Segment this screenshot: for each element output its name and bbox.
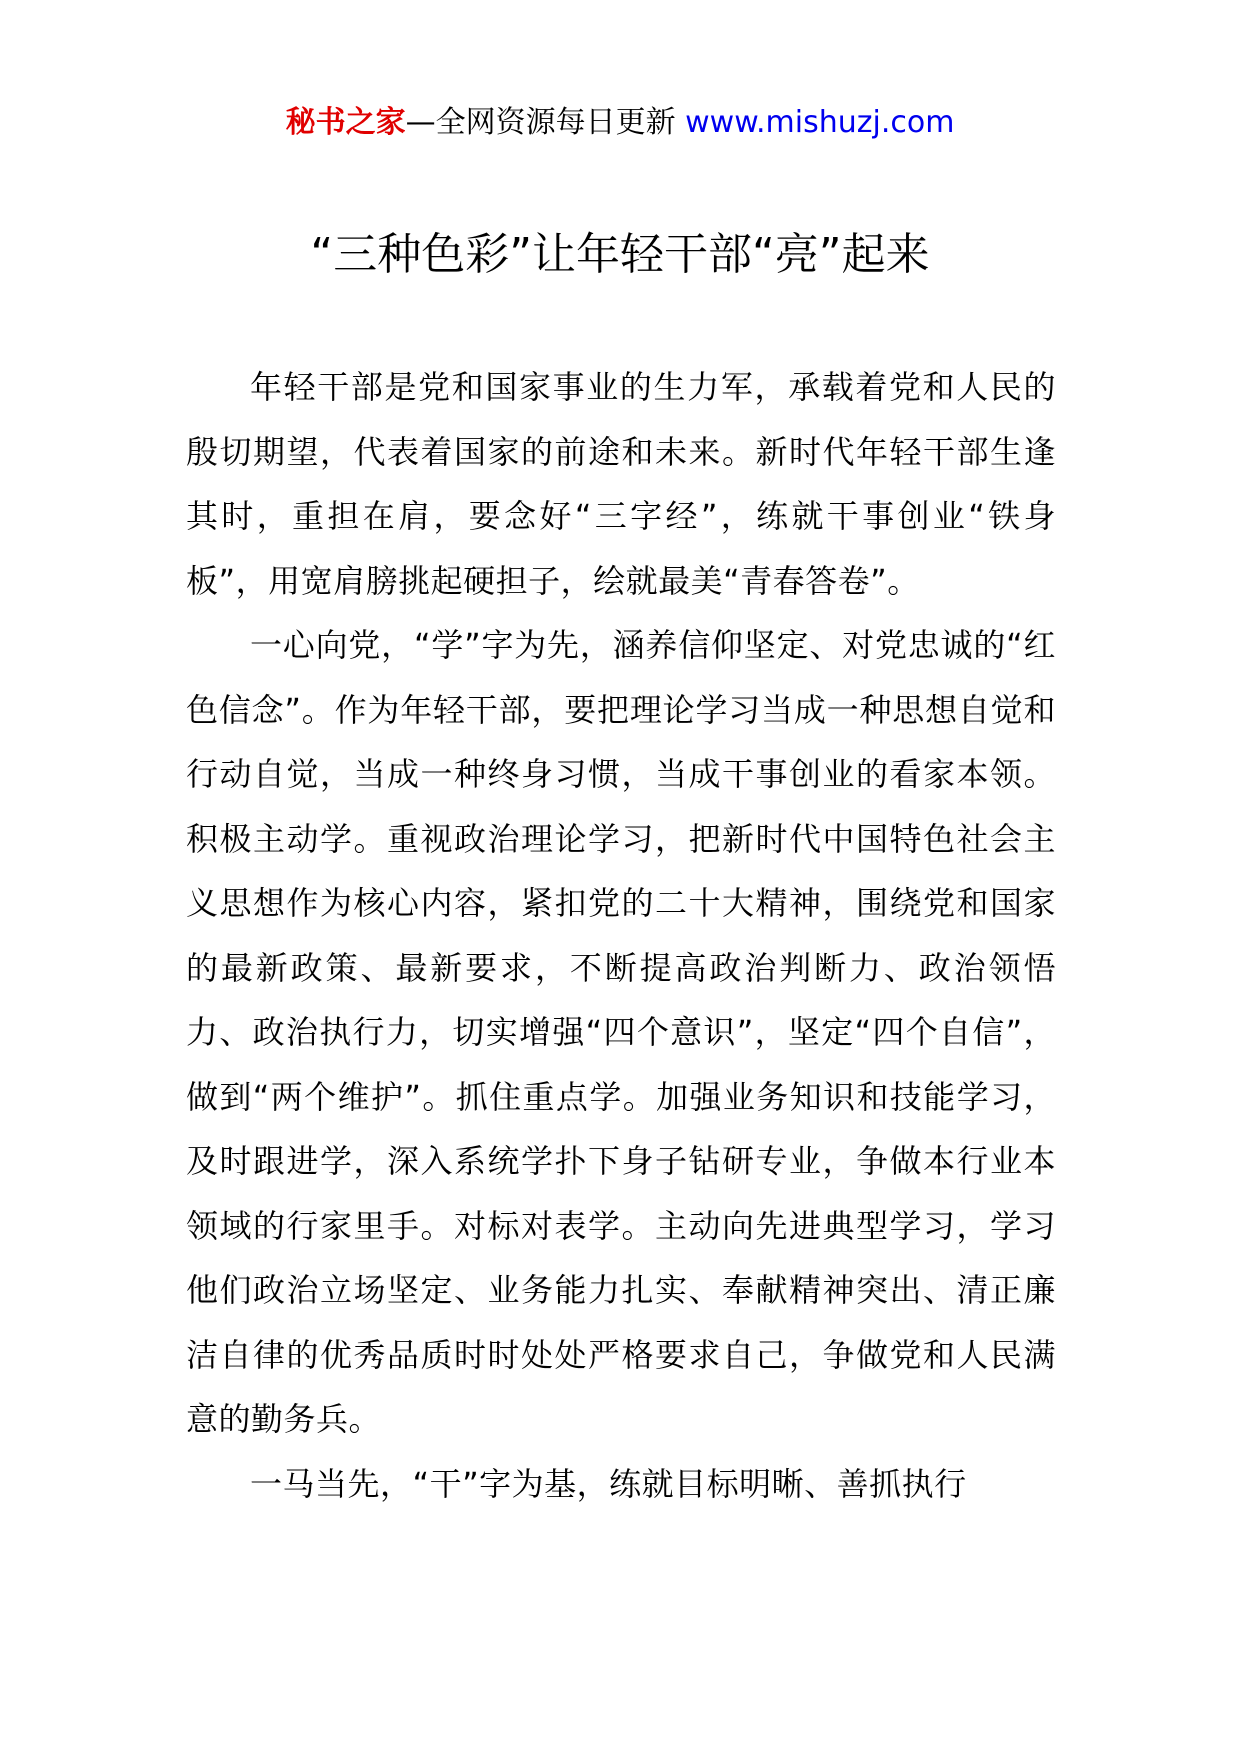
header-tagline: —全网资源每日更新: [405, 105, 686, 140]
site-link[interactable]: www.mishuzj.com: [685, 105, 955, 140]
site-header: [0, 98, 1240, 148]
brand-name: 秘书之家: [285, 105, 406, 140]
paragraph: 一心向党，“学”字为先，涵养信仰坚定、对党忠诚的“红色信念”。作为年轻干部，要把理论学习当成一种思想自觉和行动自觉，当成一种终身习惯，当成干事创业的看家本领。积极主动学。重视政治理论学习，把新时代中国特色社会主义思想作为核心内容，紧扣党的二十大精神，围绕党和国家的最新政策、最新要求，不断提高政治判断力、政治领悟力、政治执行力，切实增强“四个意识”，坚定“四个自信”，做到“两个维护”。抓住重点学。加强业务知识和技能学习，及时跟进学，深入系统学扑下身子钻研专业，争做本行业本领域的行家里手。对标对表学。主动向先进典型学习，学习他们政治立场坚定、业务能力扎实、奉献精神突出、清正廉洁自律的优秀品质时时处处严格要求自己，争做党和人民满意的勤务兵。: [186, 626, 1056, 1438]
article-title: “三种色彩”让年轻干部“亮”起来: [310, 229, 930, 280]
article-body: [186, 355, 1056, 1516]
paragraph: 年轻干部是党和国家事业的生力军，承载着党和人民的殷切期望，代表着国家的前途和未来。新时代年轻干部生逢其时，重担在肩，要念好“三字经”，练就干事创业“铁身板”，用宽肩膀挑起硬担子，绘就最美“青春答卷”。: [186, 368, 1056, 600]
paragraph: 一马当先，“干”字为基，练就目标明晰、善抓执行: [250, 1464, 967, 1503]
